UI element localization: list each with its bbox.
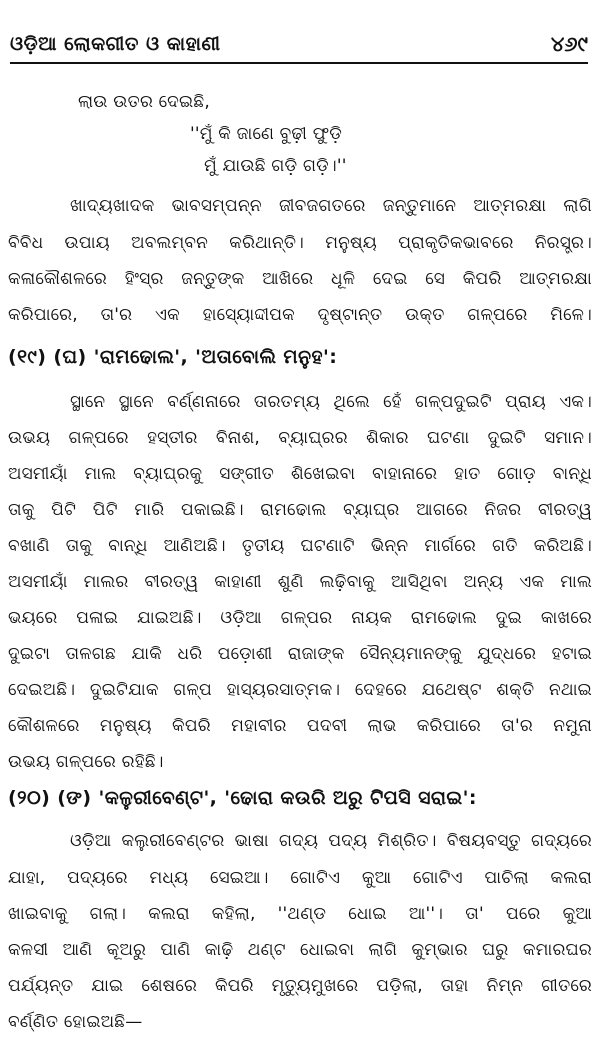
- paragraph-line: ଅସମୀୟାଁ ମାଲର ବୀରତ୍ୱ କାହାଣୀ ଶୁଣି ଲଢ଼ିବାକୁ ଆସିଥିବା ଅନ୍ୟ ଏକ ମାଲ: [8, 572, 592, 592]
- paragraph-line: ଭୟରେ ପଳାଇ ଯାଇଅଛି। ଓଡ଼ିଆ ଗଳ୍ପର ନାୟକ ରାମଢୋଲ ଦୁଇ କାଖରେ: [8, 608, 592, 628]
- paragraph-line: ଖାଦ୍ୟଖାଦକ ଭାବସମ୍ପନ୍ନ ଜୀବଜଗତରେ ଜନ୍ତୁମାନେ ଆତ୍ମରକ୍ଷା ଲାଗି: [70, 196, 592, 216]
- paragraph-line: ଦୁଇଟା ତାଳଗଛ ଯାକି ଧରି ପଡ଼ୋଶୀ ରାଜାଙ୍କ ସୈନ୍ୟମାନଙ୍କୁ ଯୁଦ୍ଧରେ ହଟାଇ: [8, 644, 592, 664]
- paragraph-line: ବର୍ଣ୍ଣିତ ହୋଇଅଛି—: [8, 1012, 143, 1032]
- paragraph-line: କଳସୀ ଆଣି କୂଅରୁ ପାଣି କାଢ଼ି ଥଣ୍ଟ ଧୋଇବା ଲାଗି କୁମ୍ଭାର ଘରୁ କମାରଘର: [8, 940, 592, 960]
- paragraph-line: ସ୍ଥାନେ ସ୍ଥାନେ ବର୍ଣ୍ଣନାରେ ତାରତମ୍ୟ ଥିଲେ ହେଁ ଗଳ୍ପଦୁଇଟି ପ୍ରାୟ ଏକ।: [70, 392, 592, 412]
- paragraph-line: କୌଶଳରେ ମନୁଷ୍ୟ କିପରି ମହାବୀର ପଦବୀ ଲାଭ କରିପାରେ ତା'ର ନମୁନା: [8, 716, 592, 736]
- paragraph-line: ଦେଇଅଛି। ଦୁଇଟିଯାକ ଗଳ୍ପ ହାସ୍ୟରସାତ୍ମକ। ଦେହରେ ଯଥେଷ୍ଟ ଶକ୍ତି ନଥାଇ: [8, 680, 592, 700]
- paragraph-line: ଯାହା, ପଦ୍ୟରେ ମଧ୍ୟ ସେଇଆ। ଗୋଟିଏ କୁଆ ଗୋଟିଏ ପାଚିଲା କଲରା: [8, 868, 592, 888]
- paragraph-line: ଉଭୟ ଗଳ୍ପରେ ରହିଛି।: [8, 752, 164, 772]
- verse-line: ''ମୁଁ କି ଜାଣେ ବୁଢ଼ୀ ଫୁଡ଼ି: [190, 124, 343, 144]
- paragraph-line: ବିବିଧ ଉପାୟ ଅବଲମ୍ବନ କରିଥାନ୍ତି। ମନୁଷ୍ୟ ପ୍ରାକୃତିକଭାବରେ ନିରସ୍ତ୍ର।: [8, 233, 592, 253]
- paragraph-line: କରିପାରେ, ତା'ର ଏକ ହାସ୍ୟୋଦ୍ଦୀପକ ଦୃଷ୍ଟାନ୍ତ ଉକ୍ତ ଗଳ୍ପରେ ମିଳେ।: [8, 305, 592, 325]
- paragraph-line: ତାକୁ ପିଟି ପିଟି ମାରି ପକାଇଛି। ରାମଢୋଲ ବ୍ୟାଘ୍ର ଆଗରେ ନିଜର ବୀରତ୍ୱ: [8, 500, 592, 520]
- page-header: [10, 26, 588, 64]
- verse-lead: ଲାଉ ଉତର ଦେଇଛି,: [78, 92, 210, 112]
- paragraph-line: ଖାଇବାକୁ ଗଲା। କଲରା କହିଲା, ''ଥଣ୍ଡ ଧୋଇ ଆ''। ତା' ପରେ କୁଆ: [8, 904, 592, 924]
- paragraph-line: ବଖାଣି ତାକୁ ବାନ୍ଧି ଆଣିଅଛି। ତୃତୀୟ ଘଟଣାଟି ଭିନ୍ନ ମାର୍ଗରେ ଗତି କରିଅଛି।: [8, 536, 592, 556]
- section-heading: (୨୦) (ଙ) 'କଳୁରୀବେଣ୍ଟ', 'ଢୋରା କଉରି ଅରୁ ଟିପସି ସରାଇ':: [8, 787, 477, 809]
- running-head: ଓଡ଼ିଆ ଲୋକଗୀତ ଓ କାହାଣୀ: [10, 33, 221, 55]
- verse-line: ମୁଁ ଯାଉଛି ଗଡ଼ି ଗଡ଼ି।'': [204, 156, 347, 176]
- paragraph-line: ଉଭୟ ଗଳ୍ପରେ ହସ୍ତୀର ବିନାଶ, ବ୍ୟାଘ୍ରର ଶିକାର ଘଟଣା ଦୁଇଟି ସମାନ।: [8, 428, 592, 448]
- paragraph-line: ଅସମୀୟାଁ ମାଲ ବ୍ୟାଘ୍ରକୁ ସଙ୍ଗୀତ ଶିଖେଇବା ବାହାନାରେ ହାତ ଗୋଡ଼ ବାନ୍ଧି: [8, 464, 592, 484]
- section-heading: (୧୯) (ଘ) 'ରାମଢୋଲ', 'ଅତାବୋଲି ମନୁହ':: [8, 346, 338, 368]
- page-number: ୪୬୯: [550, 31, 588, 56]
- paragraph-line: ଓଡ଼ିଆ କଲୁରୀବେଣ୍ଟର ଭାଷା ଗଦ୍ୟ ପଦ୍ୟ ମିଶ୍ରିତ। ବିଷୟବସ୍ତୁ ଗଦ୍ୟରେ: [70, 831, 592, 851]
- paragraph-line: ପର୍ଯ୍ୟନ୍ତ ଯାଇ ଶେଷରେ କିପରି ମୃତ୍ୟୁମୁଖରେ ପଡ଼ିଲା, ତାହା ନିମ୍ନ ଗୀତରେ: [8, 976, 592, 996]
- paragraph-line: କଳାକୌଶଳରେ ହିଂସ୍ର ଜନ୍ତୁଙ୍କ ଆଖିରେ ଧୂଳି ଦେଇ ସେ କିପରି ଆତ୍ମରକ୍ଷା: [8, 269, 592, 289]
